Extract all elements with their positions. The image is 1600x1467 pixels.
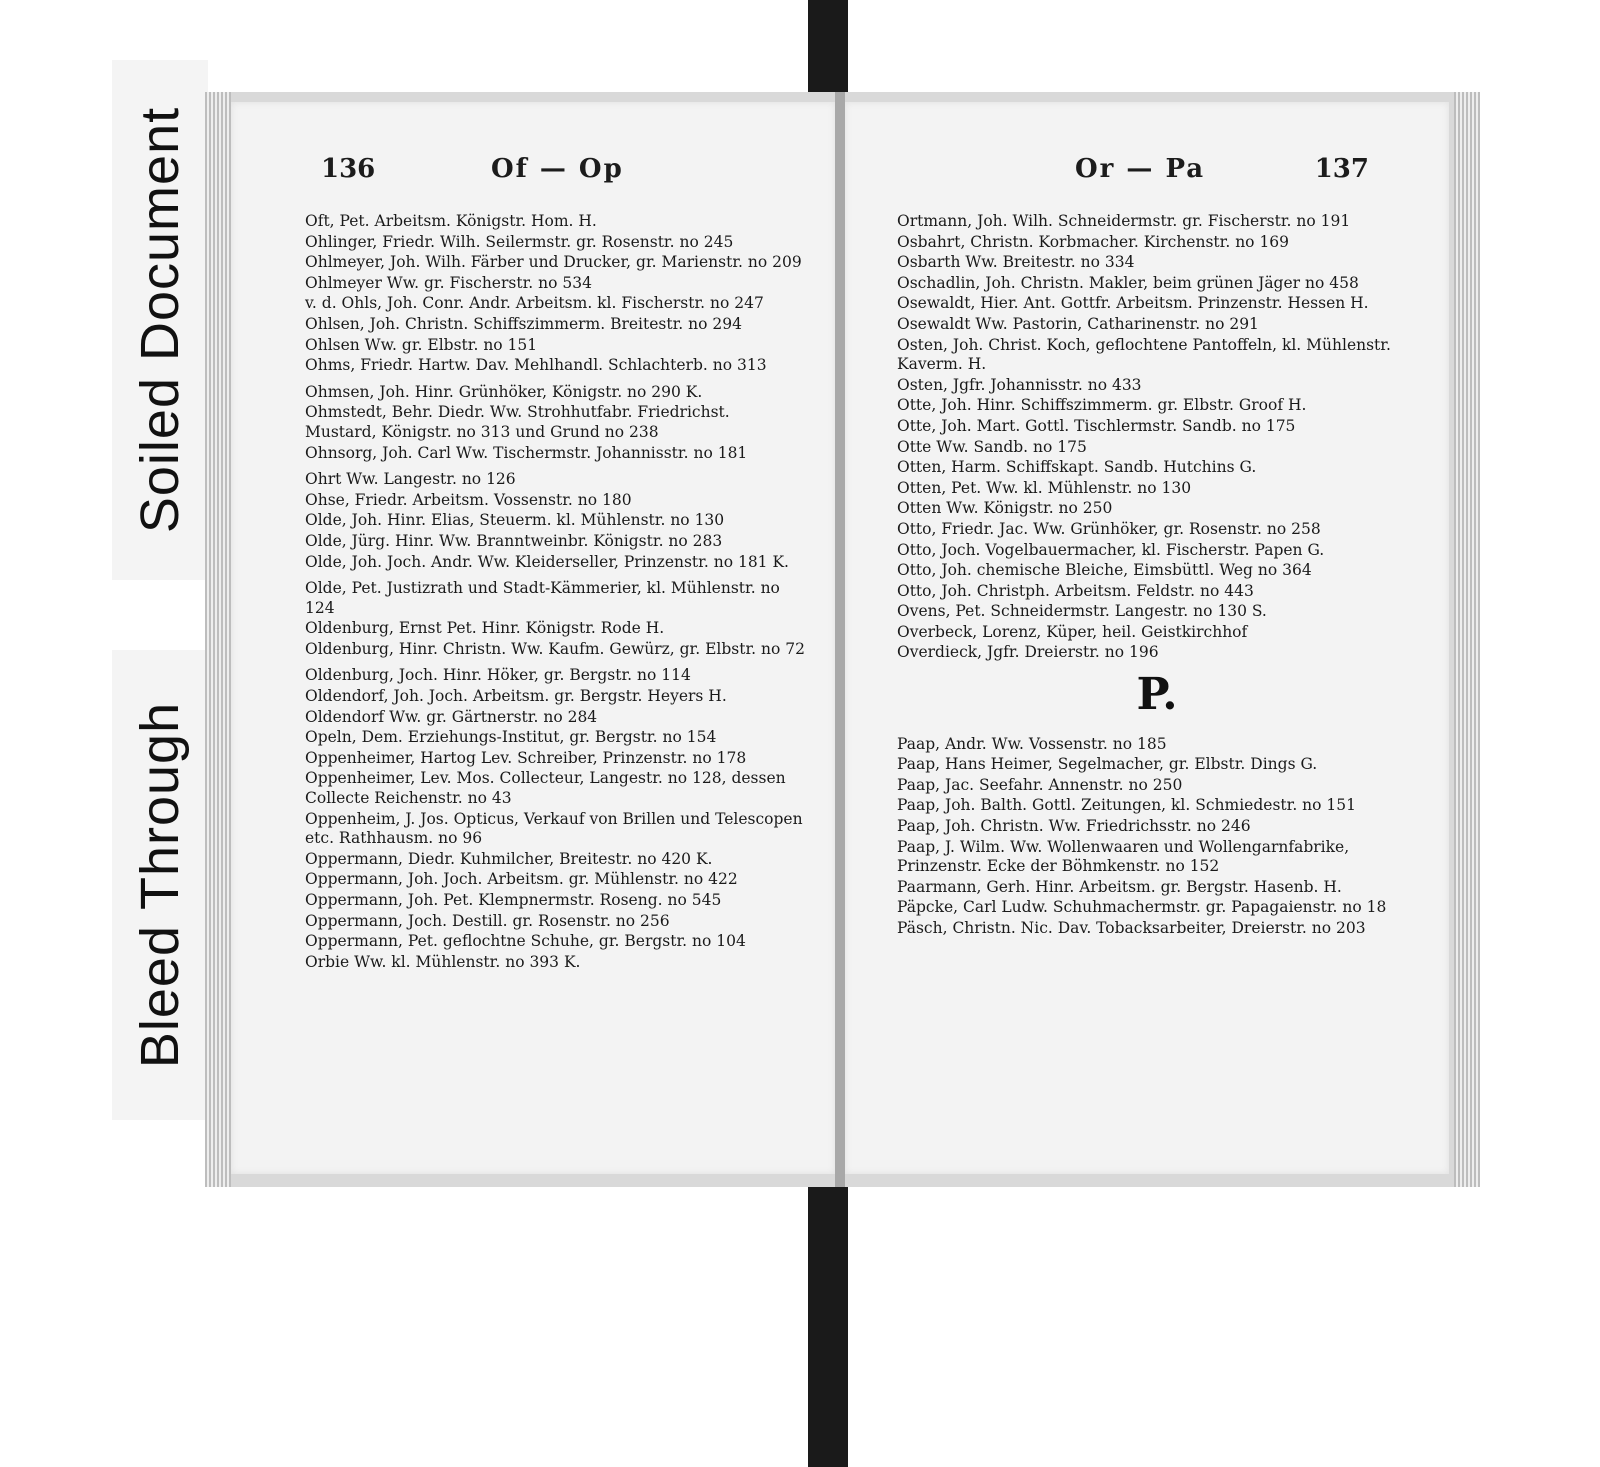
section-letter-p: P. bbox=[1136, 669, 1178, 721]
left-entry-list bbox=[305, 212, 805, 973]
directory-entry: Oppermann, Joh. Pet. Klempnermstr. Roseng. no 545 bbox=[305, 891, 722, 909]
directory-entry: Paap, Joh. Christn. Ww. Friedrichsstr. no 246 bbox=[897, 817, 1251, 836]
directory-entry: Ohlinger, Friedr. Wilh. Seilermstr. gr. Rosenstr. no 245 bbox=[305, 232, 734, 251]
directory-entry: Olde, Jürg. Hinr. Ww. Branntweinbr. Königstr. no 283 bbox=[305, 531, 723, 550]
directory-entry: Oldenburg, Joch. Hinr. Höker, gr. Bergstr. no 114 bbox=[305, 666, 691, 685]
directory-entry: Otto, Joch. Vogelbauermacher, kl. Fischerstr. Papen G. bbox=[897, 540, 1325, 559]
directory-entry: Oppermann, Joh. Joch. Arbeitsm. gr. Mühlenstr. no 422 bbox=[305, 870, 738, 889]
directory-entry: Olde, Pet. Justizrath und Stadt-Kämmerier, kl. Mühlenstr. no 124 bbox=[305, 579, 780, 617]
directory-entry: Otto, Joh. Christph. Arbeitsm. Feldstr. no 443 bbox=[897, 581, 1254, 600]
directory-entry: Otte, Joh. Hinr. Schiffszimmerm. gr. Elbstr. Groof H. bbox=[897, 396, 1307, 415]
directory-entry: Osten, Jgfr. Johannisstr. no 433 bbox=[897, 375, 1142, 394]
directory-entry: Otten, Pet. Ww. kl. Mühlenstr. no 130 bbox=[897, 478, 1192, 497]
left-page bbox=[231, 102, 835, 1174]
directory-entry: Paap, Jac. Seefahr. Annenstr. no 250 bbox=[897, 775, 1183, 794]
directory-entry: Osten, Joh. Christ. Koch, geflochtene Pantoffeln, kl. Mühlenstr. Kaverm. H. bbox=[897, 335, 1391, 374]
directory-entry: Oft, Pet. Arbeitsm. Königstr. Hom. H. bbox=[305, 212, 597, 230]
directory-entry: Oppenheim, J. Jos. Opticus, Verkauf von Brillen und Telescopen etc. Rathhausm. no 96 bbox=[305, 809, 803, 848]
bleed-through-text: Bleed Through bbox=[130, 701, 190, 1069]
directory-entry: Ohmstedt, Behr. Diedr. Ww. Strohhutfabr. Friedrichst. Mustard, Königstr. no 313 und Grund no 238 bbox=[305, 403, 730, 441]
directory-entry: Ovens, Pet. Schneidermstr. Langestr. no 130 S. bbox=[897, 602, 1267, 621]
directory-entry: Opeln, Dem. Erziehungs-Institut, gr. Bergstr. no 154 bbox=[305, 728, 717, 747]
directory-entry: Otten Ww. Königstr. no 250 bbox=[897, 499, 1113, 518]
right-page bbox=[845, 102, 1449, 1174]
soiled-document-label bbox=[112, 60, 208, 580]
directory-entry: Paap, J. Wilm. Ww. Wollenwaaren und Wollengarnfabrike, Prinzenstr. Ecke der Böhmkenstr. no 152 bbox=[897, 837, 1350, 876]
book-gutter bbox=[835, 92, 845, 1187]
soiled-document-text: Soiled Document bbox=[130, 106, 191, 534]
directory-entry: Ohlmeyer Ww. gr. Fischerstr. no 534 bbox=[305, 273, 592, 292]
directory-entry: Päpcke, Carl Ludw. Schuhmachermstr. gr. Papagaienstr. no 18 bbox=[897, 898, 1387, 917]
directory-entry: v. d. Ohls, Joh. Conr. Andr. Arbeitsm. kl. Fischerstr. no 247 bbox=[305, 294, 764, 313]
directory-entry: Oppermann, Joch. Destill. gr. Rosenstr. no 256 bbox=[305, 911, 670, 930]
right-page-number: 137 bbox=[1314, 154, 1369, 184]
right-entries-before bbox=[897, 212, 1417, 663]
directory-entry: Oppermann, Pet. geflochtne Schuhe, gr. Bergstr. no 104 bbox=[305, 932, 746, 951]
binding-strip-top bbox=[808, 0, 848, 100]
directory-entry: Paap, Joh. Balth. Gottl. Zeitungen, kl. Schmiedestr. no 151 bbox=[897, 796, 1357, 815]
directory-entry: Ohse, Friedr. Arbeitsm. Vossenstr. no 180 bbox=[305, 490, 632, 509]
directory-entry: Ortmann, Joh. Wilh. Schneidermstr. gr. Fischerstr. no 191 bbox=[897, 212, 1351, 230]
directory-entry: Orbie Ww. kl. Mühlenstr. no 393 K. bbox=[305, 952, 581, 971]
left-page-edge bbox=[205, 92, 231, 1187]
directory-entry: Osbahrt, Christn. Korbmacher. Kirchenstr. no 169 bbox=[897, 232, 1290, 251]
directory-entry: Olde, Joh. Joch. Andr. Ww. Kleiderseller, Prinzenstr. no 181 K. bbox=[305, 552, 789, 571]
directory-entry: Ohlmeyer, Joh. Wilh. Färber und Drucker, gr. Marienstr. no 209 bbox=[305, 253, 802, 272]
directory-entry: Otto, Joh. chemische Bleiche, Eimsbüttl. Weg no 364 bbox=[897, 561, 1312, 580]
right-page-edge bbox=[1454, 92, 1480, 1187]
directory-entry: Ohlsen Ww. gr. Elbstr. no 151 bbox=[305, 335, 538, 354]
directory-entry: Paap, Hans Heimer, Segelmacher, gr. Elbstr. Dings G. bbox=[897, 755, 1318, 774]
directory-entry: Otte, Joh. Mart. Gottl. Tischlermstr. Sandb. no 175 bbox=[897, 416, 1296, 435]
directory-entry: Ohms, Friedr. Hartw. Dav. Mehlhandl. Schlachterb. no 313 bbox=[305, 356, 767, 375]
directory-entry: Oldendorf Ww. gr. Gärtnerstr. no 284 bbox=[305, 707, 598, 726]
directory-entry: Oppenheimer, Lev. Mos. Collecteur, Langestr. no 128, dessen Collecte Reichenstr. no 43 bbox=[305, 769, 786, 808]
directory-entry: Ohmsen, Joh. Hinr. Grünhöker, Königstr. no 290 K. bbox=[305, 382, 703, 401]
directory-entry: Otten, Harm. Schiffskapt. Sandb. Hutchins G. bbox=[897, 458, 1257, 477]
directory-entry: Overbeck, Lorenz, Küper, heil. Geistkirchhof bbox=[897, 622, 1248, 641]
right-entry-list bbox=[897, 212, 1417, 940]
right-running-head bbox=[905, 154, 1389, 194]
left-head-range: Of — Op bbox=[491, 154, 624, 184]
directory-entry: Ohrt Ww. Langestr. no 126 bbox=[305, 470, 516, 489]
binding-strip-bottom bbox=[808, 1170, 848, 1467]
directory-entry: Olde, Joh. Hinr. Elias, Steuerm. kl. Mühlenstr. no 130 bbox=[305, 511, 725, 530]
directory-entry: Oschadlin, Joh. Christn. Makler, beim grünen Jäger no 458 bbox=[897, 273, 1359, 292]
directory-entry: Osbarth Ww. Breitestr. no 334 bbox=[897, 253, 1135, 272]
directory-entry: Paap, Andr. Ww. Vossenstr. no 185 bbox=[897, 734, 1167, 753]
directory-entry: Oldenburg, Hinr. Christn. Ww. Kaufm. Gewürz, gr. Elbstr. no 72 bbox=[305, 639, 806, 658]
directory-entry: Overdieck, Jgfr. Dreierstr. no 196 bbox=[897, 643, 1159, 662]
directory-entry: Päsch, Christn. Nic. Dav. Tobacksarbeiter, Dreierstr. no 203 bbox=[897, 919, 1366, 937]
directory-entry: Osewaldt, Hier. Ant. Gottfr. Arbeitsm. Prinzenstr. Hessen H. bbox=[897, 294, 1369, 313]
directory-entry: Ohnsorg, Joh. Carl Ww. Tischermstr. Johannisstr. no 181 bbox=[305, 443, 748, 462]
directory-entry: Oldenburg, Ernst Pet. Hinr. Königstr. Rode H. bbox=[305, 619, 665, 638]
open-book bbox=[205, 92, 1480, 1187]
directory-entry: Otto, Friedr. Jac. Ww. Grünhöker, gr. Rosenstr. no 258 bbox=[897, 519, 1321, 538]
left-page-number: 136 bbox=[321, 154, 376, 184]
directory-entry: Oppermann, Diedr. Kuhmilcher, Breitestr. no 420 K. bbox=[305, 849, 713, 868]
right-entries-after bbox=[897, 735, 1417, 939]
left-running-head bbox=[291, 154, 775, 194]
directory-entry: Oldendorf, Joh. Joch. Arbeitsm. gr. Bergstr. Heyers H. bbox=[305, 687, 727, 706]
right-head-range: Or — Pa bbox=[1075, 154, 1206, 184]
directory-entry: Ohlsen, Joh. Christn. Schiffszimmerm. Breitestr. no 294 bbox=[305, 314, 742, 333]
directory-entry: Paarmann, Gerh. Hinr. Arbeitsm. gr. Bergstr. Hasenb. H. bbox=[897, 877, 1342, 896]
bleed-through-label bbox=[112, 650, 208, 1120]
directory-entry: Otte Ww. Sandb. no 175 bbox=[897, 437, 1087, 456]
directory-entry: Oppenheimer, Hartog Lev. Schreiber, Prinzenstr. no 178 bbox=[305, 748, 747, 767]
directory-entry: Osewaldt Ww. Pastorin, Catharinenstr. no 291 bbox=[897, 314, 1259, 333]
